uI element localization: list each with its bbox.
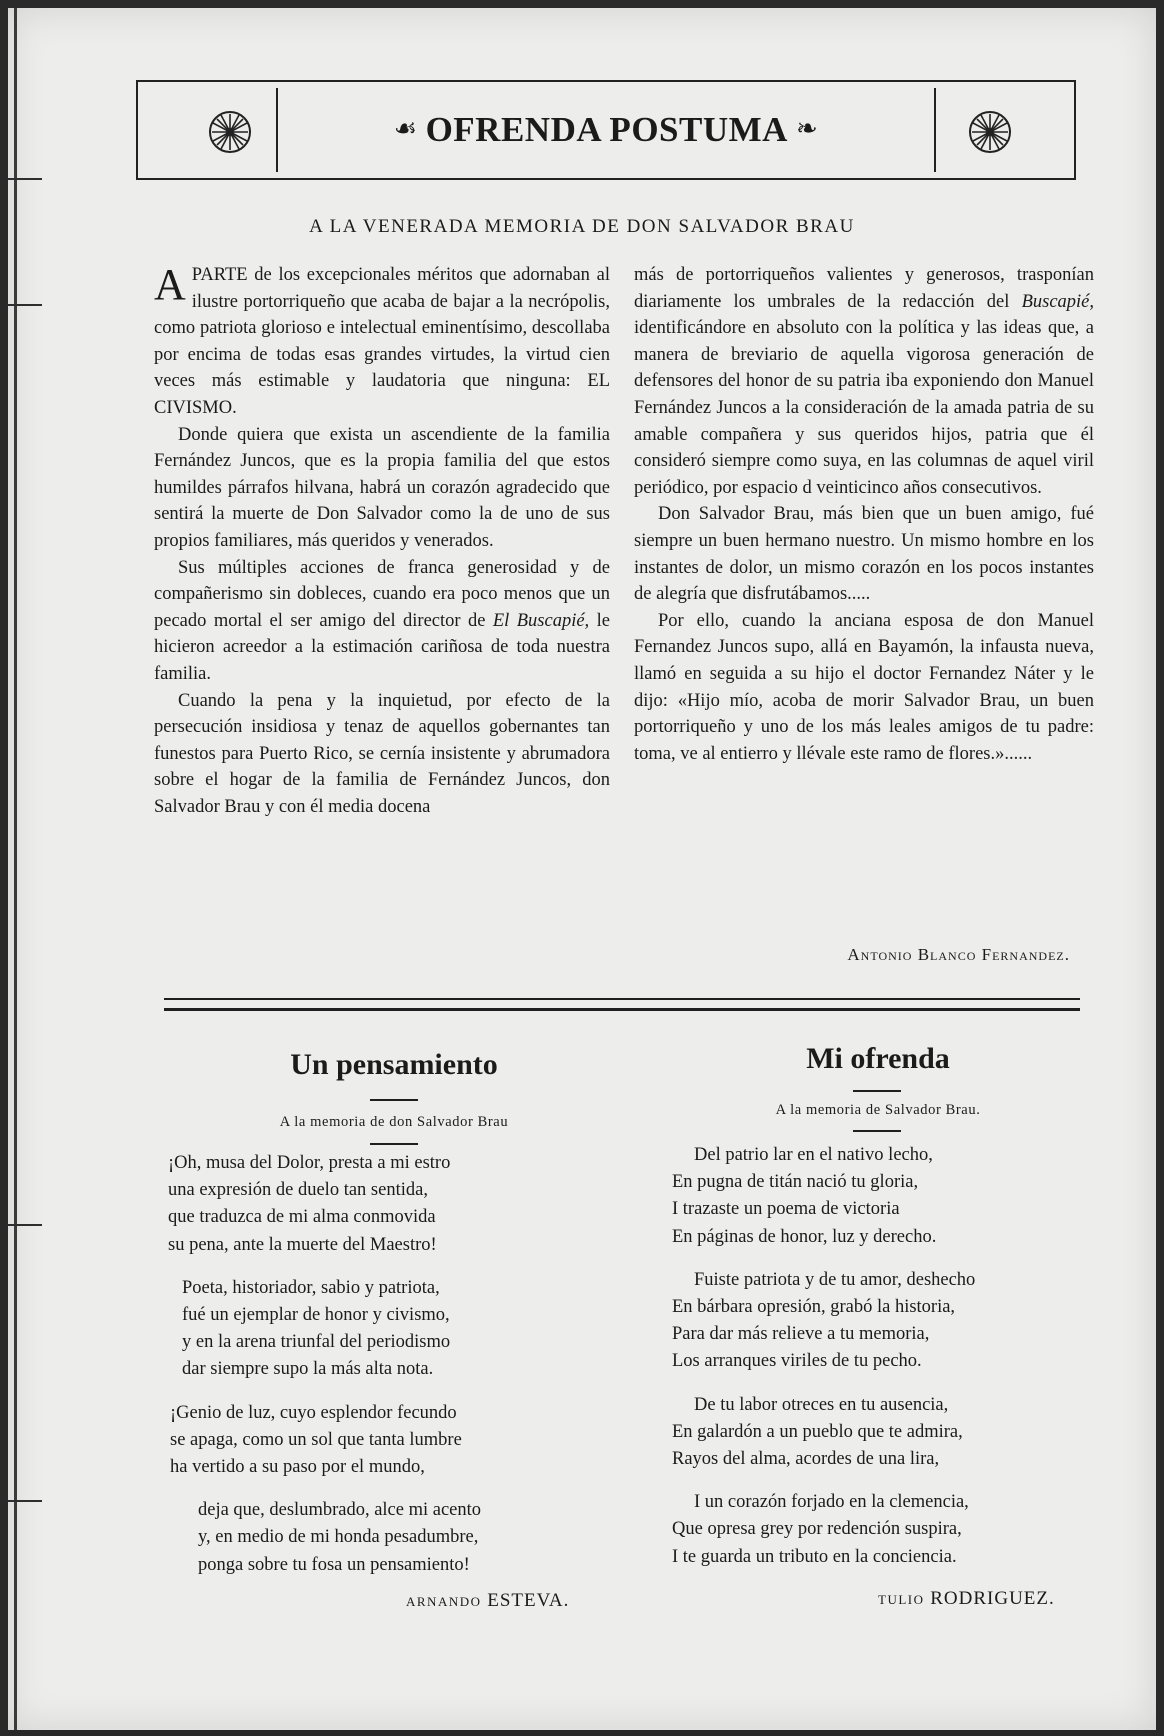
verse-line: En páginas de honor, luz y derecho. (672, 1226, 937, 1247)
title-rule (853, 1090, 901, 1092)
article-paragraph: Cuando la pena y la inquietud, por efecto de la persecución insidiosa y tenaz de aquellos gobernantes tan funestos para Puerto Rico, se cernía insistente y abrumadora sobre el hogar de la familia de Fernández Juncos, don Salvador Brau y con él media docena (154, 690, 610, 817)
dedication-line: A LA VENERADA MEMORIA DE DON SALVADOR BRAU (309, 216, 855, 237)
section-divider (164, 998, 1080, 1000)
title-rule (370, 1099, 418, 1101)
verse-line: Que opresa grey por redención suspira, (672, 1519, 962, 1540)
verse-line: ha vertido a su paso por el mundo, (170, 1457, 425, 1478)
binding-mark (8, 178, 42, 180)
stanza (168, 1497, 608, 1579)
verse-line: ¡Genio de luz, cuyo esplendor fecundo (170, 1402, 457, 1423)
magazine-page (8, 8, 1156, 1730)
verse-line: I trazaste un poema de victoria (672, 1199, 900, 1220)
binding-mark (8, 304, 42, 306)
page-title (278, 110, 934, 150)
verse-line: De tu labor otreces en tu ausencia, (694, 1394, 949, 1415)
binding-mark (8, 1224, 42, 1226)
subtitle-rule (370, 1143, 418, 1145)
rosette-icon (968, 110, 1012, 154)
poem-subtitle-left: A la memoria de don Salvador Brau (279, 1114, 509, 1130)
stanza (672, 1267, 1102, 1376)
verse-line: I un corazón forjado en la clemencia, (694, 1492, 969, 1513)
article-paragraph: APARTE de los excepcionales méritos que adornaban al ilustre portorriqueño que acaba de bajar a la necrópolis, como patriota glorioso e intelectual eminentísimo, descollaba por encima de todas esas grandes virtudes, la virtud cien veces más estimable y laudatoria que ninguna: EL CIVISMO. (154, 260, 610, 418)
article-paragraph: más de portorriqueños valientes y generosos, trasponían diariamente los umbrales de la redacción del Buscapié, identificándore en absoluto con la política y las ideas que, a manera de breviario de aquella vigorosa generación de defensores del honor de su patria iba exponiendo don Manuel Fernández Juncos a la consideración de la amada patria de su amable compañera y sus queridos hijos, patria que él consideró siempre como suya, en las columnas de aquel viril periódico, por espacio d veinticinco años consecutivos. (634, 265, 1094, 498)
verse-line: ¡Oh, musa del Dolor, presta a mi estro (168, 1153, 451, 1173)
verse-line: dar siempre supo la más alta nota. (182, 1359, 434, 1380)
article-paragraph: Don Salvador Brau, más bien que un buen amigo, fué siempre un buen hermano nuestro. Un mismo hombre en los instantes de dolor, un mismo corazón en los pocos instantes de alegría que disfrutábamos..... (634, 504, 1094, 605)
poem-title-left: Un pensamiento (290, 1048, 498, 1081)
verse-line: se apaga, como un sol que tanta lumbre (170, 1429, 462, 1450)
verse-line: fué un ejemplar de honor y civismo, (182, 1305, 450, 1326)
stanza (672, 1392, 1102, 1474)
article-paragraph: Por ello, cuando la anciana esposa de don Manuel Fernandez Juncos supo, allá en Bayamón, la infausta nueva, llamó en seguida a su hijo el doctor Fernandez Náter y le dijo: «Hijo mío, acoba de morir Salvador Brau, un buen portorriqueño y uno de los más leales amigos de tu padre: toma, ve al entierro y llévale este ramo de flores.»...... (634, 610, 1094, 764)
article-paragraph: Sus múltiples acciones de franca generosidad y de compañerismo sin dobleces, cuando era poco menos que un pecado mortal el ser amigo del director de El Buscapié, le hicieron acreedor a la estimación cariñosa de toda nuestra familia. (154, 557, 610, 684)
newspaper-name: Buscapié, (1021, 291, 1094, 312)
article-column-right (634, 262, 1094, 767)
verse-line: Fuiste patriota y de tu amor, deshecho (694, 1269, 976, 1290)
verse-line: I te guarda un tributo en la conciencia. (672, 1546, 957, 1567)
banner-divider (934, 88, 936, 172)
article-signature: Antonio Blanco Fernandez. (847, 945, 1070, 964)
title-text: OFRENDA POSTUMA (425, 110, 788, 149)
verse-line: Poeta, historiador, sabio y patriota, (182, 1277, 440, 1298)
verse-line: Rayos del alma, acordes de una lira, (672, 1449, 940, 1470)
newspaper-name: El Buscapié, (492, 610, 590, 631)
verse-line: una expresión de duelo tan sentida, (168, 1180, 428, 1201)
verse-line: que traduzca de mi alma conmovida (168, 1207, 436, 1228)
verse-line: En pugna de titán nació tu gloria, (672, 1172, 919, 1193)
drop-cap: A (154, 260, 186, 309)
article-paragraph: Donde quiera que exista un ascendiente de la familia Fernández Juncos, que es la propia familia del que estos humildes párrafos hilvana, habrá un corazón agradecido que sentirá la muerte de Don Salvador como la de uno de sus propios familiares, más queridos y venerados. (154, 424, 610, 551)
header-banner (136, 80, 1076, 180)
verse-line: ponga sobre tu fosa un pensamiento! (198, 1554, 470, 1575)
poem-subtitle-right: A la memoria de Salvador Brau. (775, 1102, 981, 1118)
subtitle-rule (853, 1130, 901, 1132)
verse-line: Del patrio lar en el nativo lecho, (694, 1145, 933, 1165)
ornament-icon: ☙ (393, 114, 418, 143)
stanza (672, 1142, 1102, 1251)
stanza (168, 1275, 608, 1384)
rosette-icon (208, 110, 252, 154)
verse-line: y en la arena triunfal del periodismo (182, 1332, 451, 1353)
poem-body-right (672, 1142, 1102, 1587)
verse-line: su pena, ante la muerte del Maestro! (168, 1234, 437, 1255)
poem-author-right: TULIO RODRIGUEZ. (878, 1588, 1055, 1609)
verse-line: En bárbara opresión, grabó la historia, (672, 1297, 956, 1318)
poem-author-left: ARNANDO ESTEVA. (406, 1590, 570, 1611)
stanza (168, 1150, 608, 1259)
binding-mark (8, 1500, 42, 1502)
stanza (672, 1489, 1102, 1571)
article-column-left (154, 262, 610, 820)
verse-line: deja que, deslumbrado, alce mi acento (198, 1500, 482, 1521)
binding-edge (14, 8, 17, 1730)
verse-line: Para dar más relieve a tu memoria, (672, 1324, 930, 1345)
ornament-icon: ❧ (795, 114, 819, 143)
stanza (168, 1400, 608, 1482)
verse-line: En galardón a un pueblo que te admira, (672, 1421, 963, 1442)
poem-title-right: Mi ofrenda (806, 1042, 950, 1075)
poem-body-left (168, 1150, 608, 1595)
section-divider (164, 1008, 1080, 1011)
verse-line: y, en medio de mi honda pesadumbre, (198, 1527, 479, 1548)
verse-line: Los arranques viriles de tu pecho. (672, 1351, 922, 1372)
